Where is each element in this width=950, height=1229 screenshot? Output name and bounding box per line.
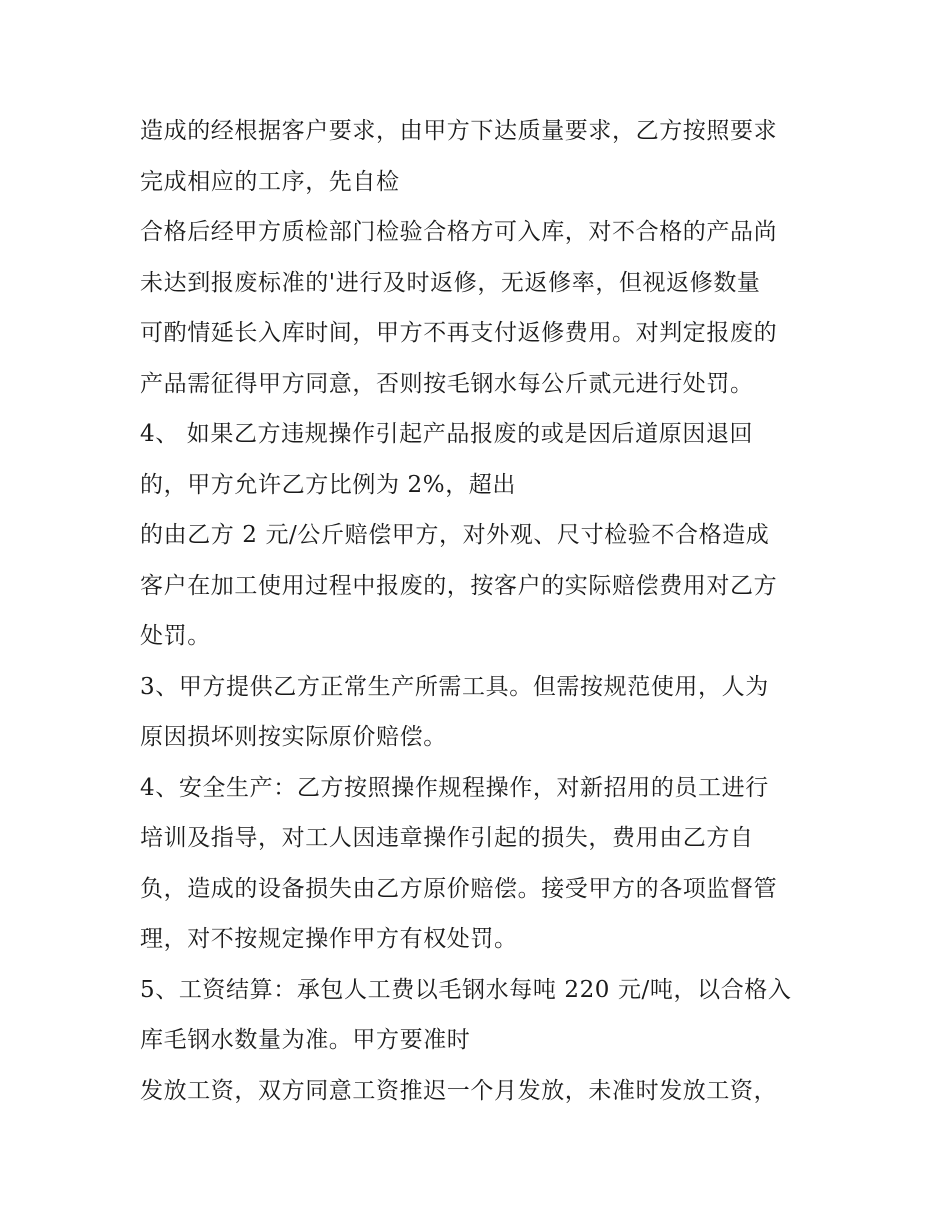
text-line: 的，甲方允许乙方比例为 2%，超出 <box>140 471 516 498</box>
text-line: 4、 如果乙方违规操作引起产品报废的或是因后道原因退回 <box>140 421 754 447</box>
text-line: 库毛钢水数量为准。甲方要准时 <box>140 1027 471 1053</box>
text-line: 造成的经根据客户要求，由甲方下达质量要求，乙方按照要求 <box>140 118 778 144</box>
text-line: 4、安全生产：乙方按照操作规程操作，对新招用的员工进行 <box>140 774 769 801</box>
text-line: 负，造成的设备损失由乙方原价赔偿。接受甲方的各项监督管 <box>140 875 778 902</box>
text-line: 培训及指导，对工人因违章操作引起的损失，费用由乙方自 <box>140 825 754 851</box>
text-line: 3、甲方提供乙方正常生产所需工具。但需按规范使用，人为 <box>140 673 769 700</box>
text-line: 完成相应的工序，先自检 <box>140 168 400 195</box>
text-line: 产品需征得甲方同意，否则按毛钢水每公斤贰元进行处罚。 <box>140 370 754 397</box>
text-line: 发放工资，双方同意工资推迟一个月发放，未准时发放工资， <box>140 1077 778 1104</box>
text-line: 理，对不按规定操作甲方有权处罚。 <box>140 926 518 952</box>
contract-text-body <box>140 106 830 1116</box>
text-line: 原因损坏则按实际原价赔偿。 <box>140 724 447 750</box>
text-line: 5、工资结算：承包人工费以毛钢水每吨 220 元/吨，以合格入 <box>140 976 792 1003</box>
text-line: 可酌情延长入库时间，甲方不再支付返修费用。对判定报废的 <box>140 320 778 346</box>
text-line: 未达到报废标准的'进行及时返修，无返修率，但视返修数量 <box>140 269 761 296</box>
text-line: 客户在加工使用过程中报废的，按客户的实际赔偿费用对乙方 <box>140 572 778 599</box>
text-line: 处罚。 <box>140 623 211 649</box>
text-line: 的由乙方 2 元/公斤赔偿甲方，对外观、尺寸检验不合格造成 <box>140 522 770 548</box>
text-line: 合格后经甲方质检部门检验合格方可入库，对不合格的产品尚 <box>140 219 778 245</box>
